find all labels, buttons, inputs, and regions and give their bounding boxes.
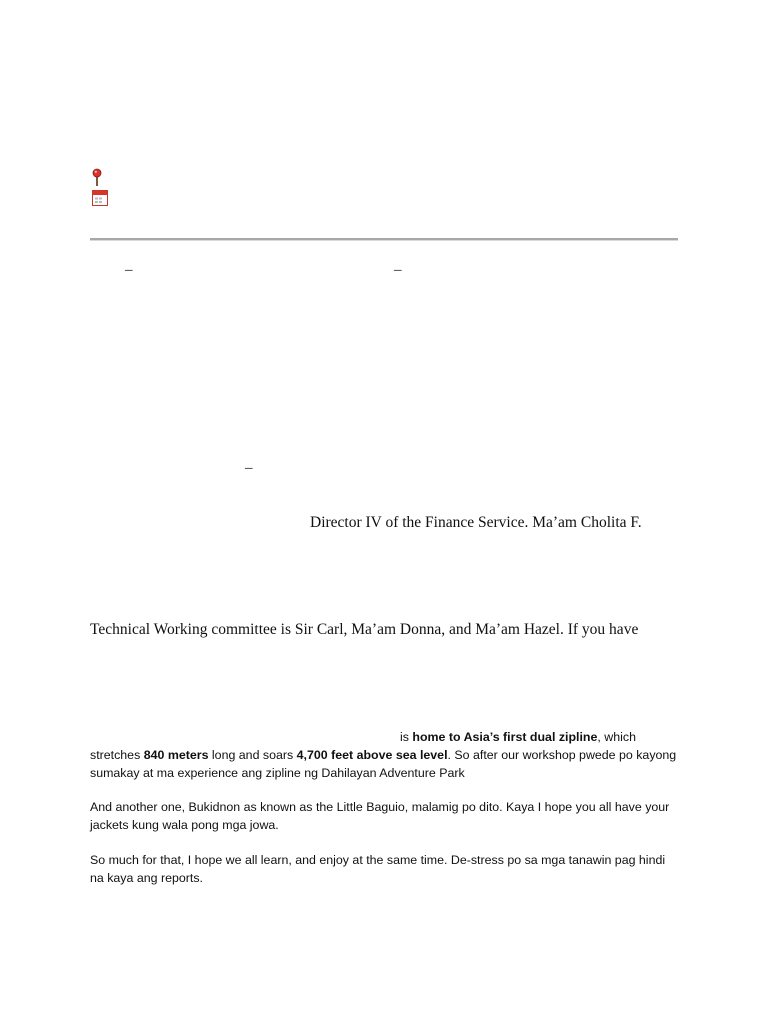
zipline-tail: . So after our workshop pwede po kayong sumakay at ma experience ang zipline ng Dahilayan Adventure Park — [90, 748, 677, 780]
bukidnon-paragraph — [90, 798, 682, 834]
dash-1: – — [125, 262, 133, 278]
zipline-highlight-length: 840 meters — [143, 748, 209, 762]
map-pin-icon — [92, 168, 102, 186]
closing-text: So much for that, I hope we all learn, and enjoy at the same time. De-stress po sa mga tanawin pag hindi na kaya ang reports. — [90, 853, 666, 885]
closing-paragraph — [90, 851, 682, 887]
dash-2: – — [394, 262, 402, 278]
zipline-highlight-asia: home to Asia’s first dual zipline — [412, 730, 598, 744]
bukidnon-text: And another one, Bukidnon as known as the Little Baguio, malamig po dito. Kaya I hope you all have your jackets kung wala pong mga jowa. — [90, 800, 670, 832]
zipline-intro: is — [400, 730, 413, 744]
finance-director-line: Director IV of the Finance Service. Ma’am Cholita F. — [310, 514, 642, 531]
dash-3: – — [245, 460, 253, 476]
horizontal-divider — [90, 238, 678, 241]
zipline-highlight-elevation: 4,700 feet above sea level — [296, 748, 448, 762]
zipline-paragraph — [90, 728, 682, 782]
technical-working-committee-line: Technical Working committee is Sir Carl, Ma’am Donna, and Ma’am Hazel. If you have — [90, 621, 639, 638]
zipline-mid-2: long and soars — [208, 748, 297, 762]
zipline-mid-1: , which stretches — [90, 730, 636, 762]
calendar-icon — [92, 190, 108, 206]
